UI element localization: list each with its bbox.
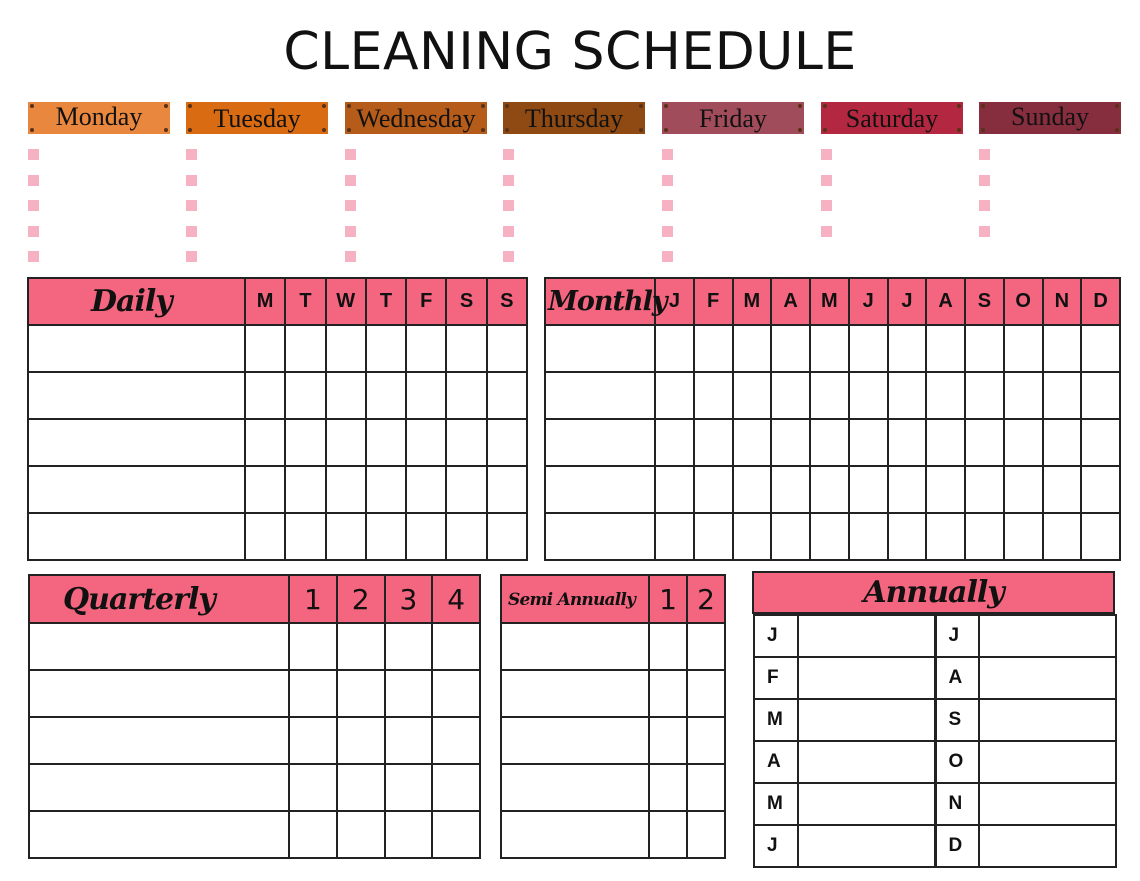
check-cell[interactable] [432,623,480,670]
task-cell[interactable] [545,513,655,560]
check-cell[interactable] [1004,419,1043,466]
table-row [545,325,1120,372]
check-cell[interactable] [446,372,486,419]
check-cell[interactable] [289,717,337,764]
check-cell[interactable] [965,372,1004,419]
task-cell[interactable] [798,699,935,741]
check-cell[interactable] [1081,466,1120,513]
check-cell[interactable] [487,372,527,419]
column-header: 2 [687,575,725,623]
task-cell[interactable] [28,513,245,560]
check-cell[interactable] [1043,419,1082,466]
task-cell[interactable] [29,670,289,717]
check-cell[interactable] [326,466,366,513]
check-cell[interactable] [888,466,927,513]
check-cell[interactable] [406,466,446,513]
check-cell[interactable] [655,372,694,419]
check-cell[interactable] [849,372,888,419]
check-cell[interactable] [771,419,810,466]
check-cell[interactable] [326,419,366,466]
check-cell[interactable] [289,811,337,858]
day-label: Wednesday [356,104,476,133]
month-label: M [754,699,798,741]
quarterly-table [28,574,481,859]
annually-title: Annually [752,571,1115,614]
month-label: N [935,783,979,825]
day-label: Thursday [524,104,624,133]
table-row [754,783,1116,825]
check-cell[interactable] [687,811,725,858]
daily-title: Daily [28,278,245,325]
check-cell[interactable] [888,513,927,560]
check-cell[interactable] [810,466,849,513]
check-cell[interactable] [733,325,772,372]
check-cell[interactable] [733,513,772,560]
check-cell[interactable] [285,372,325,419]
check-cell[interactable] [487,513,527,560]
table-row [28,419,527,466]
month-label: A [754,741,798,783]
column-header: M [245,278,285,325]
table-row [501,623,725,670]
check-cell[interactable] [1004,325,1043,372]
task-checkbox[interactable] [345,226,356,237]
check-cell[interactable] [406,372,446,419]
check-cell[interactable] [733,466,772,513]
check-cell[interactable] [655,466,694,513]
day-label: Monday [55,102,143,131]
semi-annually-table [500,574,726,859]
month-label: J [935,615,979,657]
task-cell[interactable] [28,372,245,419]
task-checkbox[interactable] [979,175,990,186]
annually-table [753,614,1117,868]
check-cell[interactable] [406,419,446,466]
day-label: Saturday [845,104,939,133]
task-checkbox[interactable] [345,175,356,186]
check-cell[interactable] [487,419,527,466]
check-cell[interactable] [285,513,325,560]
semi-annually-title: Semi Annually [501,575,649,623]
check-cell[interactable] [655,513,694,560]
check-cell[interactable] [771,513,810,560]
column-header: 1 [289,575,337,623]
check-cell[interactable] [366,419,406,466]
task-checkbox[interactable] [821,175,832,186]
check-cell[interactable] [1081,419,1120,466]
table-row [28,372,527,419]
task-checkbox[interactable] [186,200,197,211]
check-cell[interactable] [771,372,810,419]
table-row [545,466,1120,513]
table-row [501,811,725,858]
check-cell[interactable] [337,670,385,717]
task-checkbox[interactable] [28,200,39,211]
task-cell[interactable] [501,764,649,811]
check-cell[interactable] [1081,372,1120,419]
task-checkbox[interactable] [28,175,39,186]
check-cell[interactable] [849,325,888,372]
check-cell[interactable] [385,811,433,858]
check-cell[interactable] [326,325,366,372]
daily-table [27,277,528,561]
check-cell[interactable] [446,513,486,560]
check-cell[interactable] [366,325,406,372]
task-cell[interactable] [545,419,655,466]
check-cell[interactable] [337,623,385,670]
check-cell[interactable] [1043,466,1082,513]
day-header-tuesday [186,102,328,134]
task-cell[interactable] [28,466,245,513]
table-row [29,717,480,764]
task-checkbox[interactable] [28,251,39,262]
task-cell[interactable] [545,372,655,419]
day-header-saturday [821,102,963,134]
task-checkbox[interactable] [662,175,673,186]
check-cell[interactable] [245,513,285,560]
column-header: J [655,278,694,325]
task-cell[interactable] [979,699,1116,741]
check-cell[interactable] [245,466,285,513]
column-header: T [285,278,325,325]
check-cell[interactable] [366,372,406,419]
check-cell[interactable] [926,325,965,372]
check-cell[interactable] [446,419,486,466]
table-row [501,717,725,764]
task-checkbox[interactable] [979,200,990,211]
check-cell[interactable] [326,372,366,419]
day-header-sunday [979,102,1121,134]
table-row [754,825,1116,867]
check-cell[interactable] [432,717,480,764]
quarterly-title: Quarterly [29,575,289,623]
check-cell[interactable] [655,325,694,372]
check-cell[interactable] [406,513,446,560]
task-cell[interactable] [798,615,935,657]
check-cell[interactable] [337,764,385,811]
task-cell[interactable] [798,825,935,867]
check-cell[interactable] [849,513,888,560]
check-cell[interactable] [432,670,480,717]
check-cell[interactable] [289,764,337,811]
task-cell[interactable] [798,657,935,699]
month-label: F [754,657,798,699]
day-header-wednesday [345,102,487,134]
check-cell[interactable] [694,466,733,513]
table-row [501,670,725,717]
check-cell[interactable] [1004,372,1043,419]
check-cell[interactable] [649,670,687,717]
check-cell[interactable] [385,764,433,811]
day-label: Tuesday [213,104,301,133]
task-checkbox[interactable] [662,226,673,237]
month-label: D [935,825,979,867]
column-header: F [406,278,446,325]
check-cell[interactable] [888,372,927,419]
column-header: M [810,278,849,325]
table-row [545,419,1120,466]
check-cell[interactable] [285,466,325,513]
task-checkbox[interactable] [345,200,356,211]
column-header: O [1004,278,1043,325]
check-cell[interactable] [385,717,433,764]
column-header: N [1043,278,1082,325]
check-cell[interactable] [733,419,772,466]
check-cell[interactable] [1004,466,1043,513]
check-cell[interactable] [849,466,888,513]
column-header: 3 [385,575,433,623]
task-cell[interactable] [979,825,1116,867]
task-cell[interactable] [979,657,1116,699]
table-row [28,513,527,560]
task-checkbox[interactable] [503,226,514,237]
task-cell[interactable] [798,783,935,825]
check-cell[interactable] [385,623,433,670]
column-header: J [849,278,888,325]
task-cell[interactable] [29,811,289,858]
task-cell[interactable] [501,623,649,670]
check-cell[interactable] [1081,325,1120,372]
check-cell[interactable] [810,325,849,372]
task-checkbox[interactable] [345,251,356,262]
check-cell[interactable] [926,372,965,419]
task-cell[interactable] [979,783,1116,825]
table-row [545,513,1120,560]
check-cell[interactable] [366,466,406,513]
check-cell[interactable] [406,325,446,372]
check-cell[interactable] [965,466,1004,513]
check-cell[interactable] [687,670,725,717]
day-header-thursday [503,102,645,134]
table-row [754,615,1116,657]
month-label: J [754,615,798,657]
check-cell[interactable] [649,623,687,670]
task-checkbox[interactable] [28,149,39,160]
task-cell[interactable] [501,811,649,858]
check-cell[interactable] [965,419,1004,466]
check-cell[interactable] [694,325,733,372]
check-cell[interactable] [649,811,687,858]
check-cell[interactable] [926,513,965,560]
month-label: O [935,741,979,783]
task-checkbox[interactable] [821,149,832,160]
check-cell[interactable] [849,419,888,466]
task-checkbox[interactable] [503,251,514,262]
check-cell[interactable] [965,513,1004,560]
table-row [754,741,1116,783]
check-cell[interactable] [326,513,366,560]
table-row [29,670,480,717]
day-header-monday [28,102,170,134]
check-cell[interactable] [888,419,927,466]
task-checkbox[interactable] [821,200,832,211]
table-row [28,325,527,372]
table-row [29,811,480,858]
task-checkbox[interactable] [345,149,356,160]
check-cell[interactable] [285,419,325,466]
column-header: M [733,278,772,325]
column-header: S [487,278,527,325]
day-header-friday [662,102,804,134]
check-cell[interactable] [337,717,385,764]
check-cell[interactable] [337,811,385,858]
check-cell[interactable] [1043,372,1082,419]
column-header: T [366,278,406,325]
task-cell[interactable] [29,764,289,811]
check-cell[interactable] [694,513,733,560]
task-cell[interactable] [28,419,245,466]
table-row [29,623,480,670]
check-cell[interactable] [771,466,810,513]
check-cell[interactable] [888,325,927,372]
task-checkbox[interactable] [503,149,514,160]
check-cell[interactable] [694,419,733,466]
task-cell[interactable] [501,717,649,764]
check-cell[interactable] [771,325,810,372]
table-row [754,699,1116,741]
check-cell[interactable] [926,419,965,466]
check-cell[interactable] [1004,513,1043,560]
check-cell[interactable] [810,513,849,560]
check-cell[interactable] [432,764,480,811]
task-checkbox[interactable] [28,226,39,237]
check-cell[interactable] [687,717,725,764]
task-checkbox[interactable] [186,226,197,237]
check-cell[interactable] [385,670,433,717]
day-label: Friday [699,104,767,133]
task-cell[interactable] [979,615,1116,657]
task-cell[interactable] [29,717,289,764]
check-cell[interactable] [245,419,285,466]
check-cell[interactable] [733,372,772,419]
task-checkbox[interactable] [979,226,990,237]
column-header: S [446,278,486,325]
table-row [754,657,1116,699]
check-cell[interactable] [446,466,486,513]
table-row [28,466,527,513]
check-cell[interactable] [366,513,406,560]
check-cell[interactable] [487,325,527,372]
check-cell[interactable] [446,325,486,372]
task-cell[interactable] [979,741,1116,783]
task-checkbox[interactable] [503,175,514,186]
task-checkbox[interactable] [186,149,197,160]
check-cell[interactable] [655,419,694,466]
task-cell[interactable] [545,325,655,372]
task-checkbox[interactable] [662,200,673,211]
check-cell[interactable] [926,466,965,513]
check-cell[interactable] [487,466,527,513]
monthly-title: Monthly [545,278,655,325]
check-cell[interactable] [687,623,725,670]
check-cell[interactable] [810,419,849,466]
check-cell[interactable] [1043,513,1082,560]
column-header: A [771,278,810,325]
task-checkbox[interactable] [186,175,197,186]
month-label: J [754,825,798,867]
check-cell[interactable] [1081,513,1120,560]
day-label: Sunday [1011,102,1089,131]
check-cell[interactable] [687,764,725,811]
check-cell[interactable] [245,372,285,419]
check-cell[interactable] [432,811,480,858]
check-cell[interactable] [649,717,687,764]
task-cell[interactable] [545,466,655,513]
table-row [29,764,480,811]
check-cell[interactable] [289,670,337,717]
task-cell[interactable] [501,670,649,717]
check-cell[interactable] [289,623,337,670]
check-cell[interactable] [285,325,325,372]
task-checkbox[interactable] [503,200,514,211]
task-checkbox[interactable] [186,251,197,262]
check-cell[interactable] [649,764,687,811]
check-cell[interactable] [965,325,1004,372]
column-header: 2 [337,575,385,623]
column-header: S [965,278,1004,325]
task-cell[interactable] [29,623,289,670]
check-cell[interactable] [810,372,849,419]
monthly-table [544,277,1121,561]
column-header: J [888,278,927,325]
column-header: 1 [649,575,687,623]
check-cell[interactable] [694,372,733,419]
check-cell[interactable] [245,325,285,372]
check-cell[interactable] [1043,325,1082,372]
task-checkbox[interactable] [821,226,832,237]
task-checkbox[interactable] [662,251,673,262]
table-row [501,764,725,811]
column-header: D [1081,278,1120,325]
page-title: CLEANING SCHEDULE [283,22,857,82]
column-header: A [926,278,965,325]
task-checkbox[interactable] [979,149,990,160]
task-cell[interactable] [798,741,935,783]
month-label: A [935,657,979,699]
task-cell[interactable] [28,325,245,372]
table-row [545,372,1120,419]
column-header: 4 [432,575,480,623]
month-label: S [935,699,979,741]
month-label: M [754,783,798,825]
column-header: W [326,278,366,325]
column-header: F [694,278,733,325]
task-checkbox[interactable] [662,149,673,160]
